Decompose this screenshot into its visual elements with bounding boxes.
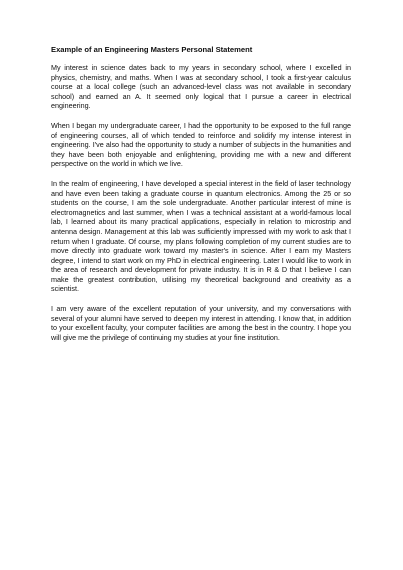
paragraph-1: My interest in science dates back to my years in secondary school, where I excelled in physics, chemistry, and maths. When I was at secondary school, I took a first-year calculus course at a local college (such an advanced-level class was not available in secondary school) and earned an A. It seemed only logical that I pursue a career in electrical engineering. <box>51 63 351 111</box>
paragraph-2: When I began my undergraduate career, I had the opportunity to be exposed to the full range of engineering courses, all of which tended to reinforce and solidify my intense interest in engineering. I've also had the opportunity to study a number of subjects in the humanities and they have been both enjoyable and enlightening, providing me with a new and different perspective on the world in which we live. <box>51 120 351 169</box>
document-title: Example of an Engineering Masters Personal Statement <box>51 45 253 54</box>
document-body <box>51 45 351 352</box>
paragraph-3: In the realm of engineering, I have developed a special interest in the field of laser technology and have even been taking a graduate course in quantum electronics. Among the 25 or so students on the course, I am the sole undergraduate. Another particular interest of mine is electromagnetics and last summer, when I was a technical assistant at a world-famous local lab, I learned about its many practical applications, especially in relation to microstrip and antenna design. Management at this lab was sufficiently impressed with my work to ask that I return when I graduate. Of course, my plans following completion of my current studies are to move directly into graduate work toward my master's in science. After I earn my Masters degree, I intend to start work on my PhD in electrical engineering. Later I would like to work in the area of research and development for private industry. It is in R & D that I believe I can make the greatest contribution, utilising my theoretical background and creativity as a scientist. <box>51 178 351 294</box>
paragraph-4: I am very aware of the excellent reputation of your university, and my conversations with several of your alumni have served to deepen my interest in attending. I know that, in addition to your excellent faculty, your computer facilities are among the best in the country. I hope you will give me the privilege of continuing my studies at your fine institution. <box>51 304 351 342</box>
